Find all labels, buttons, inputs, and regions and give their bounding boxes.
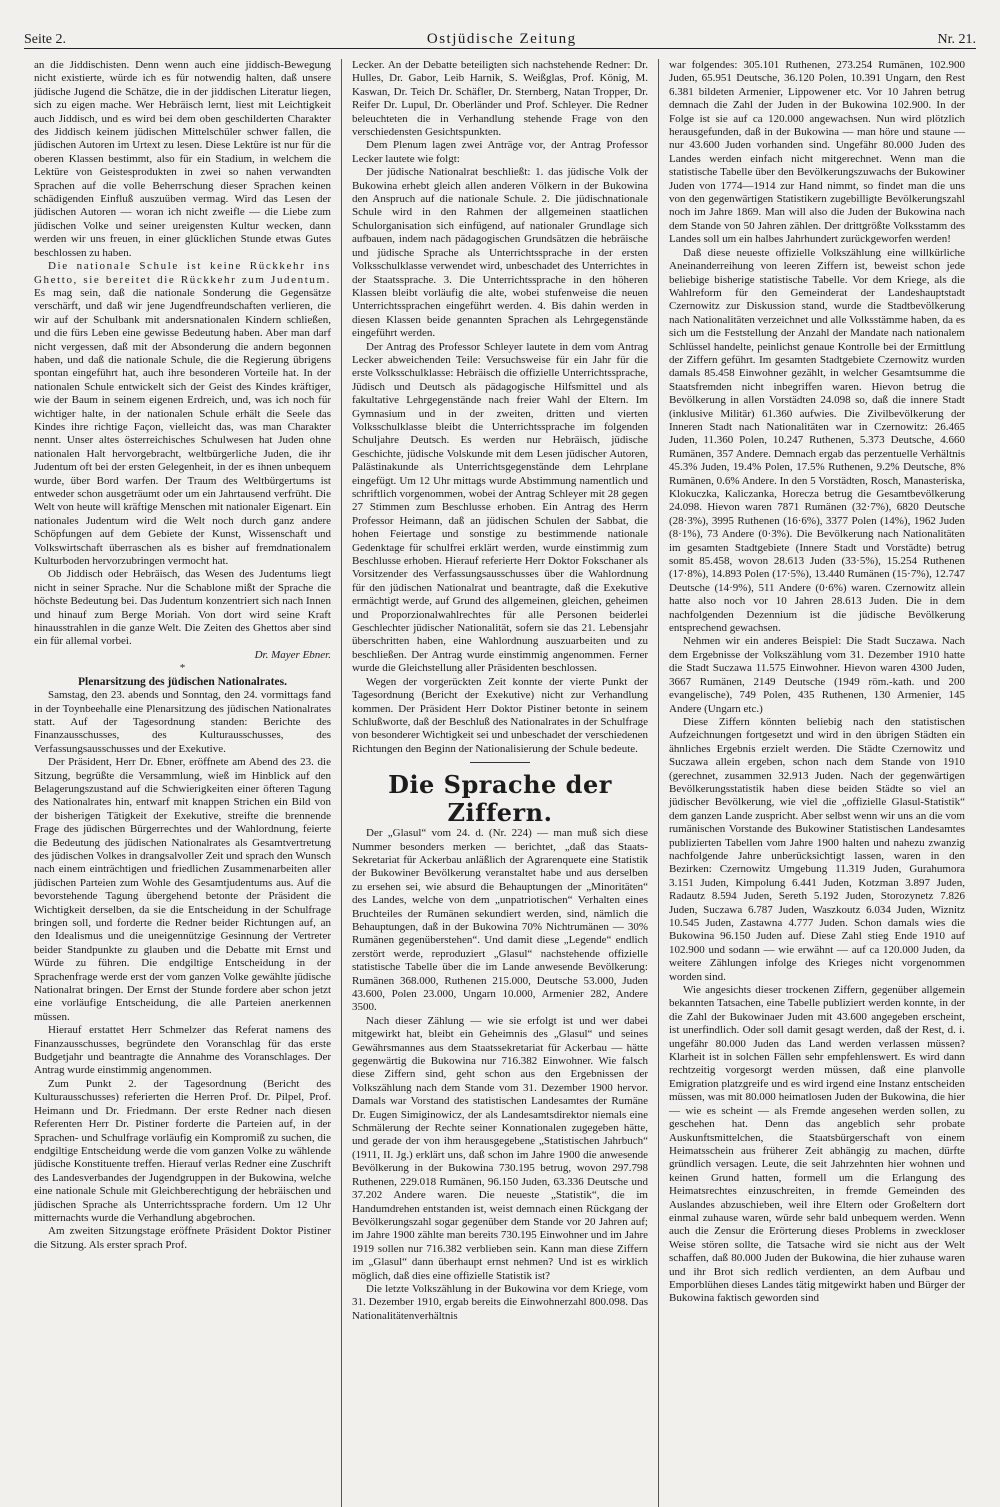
page-number: Seite 2.: [24, 32, 66, 47]
paragraph: Nach dieser Zählung — wie sie erfolgt ist und wer dabei mitgewirkt hat, bleibt ein Geheimnis des „Glasul“ und seines Gewährsmannes aus dem Staatssekretariat für Ackerbau — hätte gegenwärtig die Bukowina nur 716.382 Einwohner. Wie falsch diese Ziffern sind, geht schon aus den Ergebnissen der Volkszählung nach dem Stande vom 31. Dezember 1900 hervor. Damals war Vorstand des statistischen Landesamtes der Rumäne Dr. Eugen Simiginowicz, der als Landesamtsdirektor niemals eine Schmälerung der Rechte seiner Konnationalen zugegeben hätte, und gerade der von ihm herausgegebene „Statistischen Jahrbuch“ (1911, II. Jg.) erklärt uns, daß schon im Jahre 1900 die anwesende Bevölkerung in der Bukowina 730.195 betrug, wovon 297.798 Ruthenen, 229.018 Rumänen, 96.150 Juden, 63.336 Deutsche und 37.202 Andere waren. Die neueste „Statistik“, die im Handumdrehen entstanden ist, weist demnach einen Rückgang der Bevölkerungszahl sogar gegenüber dem Stande vor 20 Jahren auf; im Jahre 1900 zählte man bereits 730.195 Einwohner und im Jahre 1919 sollen nur 716.382 verblieben sein. Kann man diese Ziffern im „Glasul“ dann überhaupt ernst nehmen? Und ist es wirklich möglich, daß dies eine offizielle Statistik ist?: [352, 1014, 648, 1282]
columns: [24, 59, 976, 1507]
paragraph: Wegen der vorgerückten Zeit konnte der vierte Punkt der Tagesordnung (Bericht der Exekutive) nicht zur Verhandlung kommen. Der Präsident Herr Doktor Pistiner betonte in seinem Schlußworte, daß der Beschluß des Nationalrates in der Schulfrage von besonderer Wichtigkeit sei und unbeschadet der verschiedenen Richtungen den Beginn der Nationalisierung der Schule bedeute.: [352, 675, 648, 755]
paragraph: Diese Ziffern könnten beliebig nach den statistischen Aufzeichnungen fortgesetzt und wird in den übrigen Städten ein ähnliches Ergebnis erzielt werden. Die Städte Czernowitz und Suczawa allein ergeben, schon nach dem Stande von 1910 (gerechnet, zusammen 32.913 Juden. Nach der gegenwärtigen Bevölkerungsstatistik haben diese beiden Städte so viel an jüdischer Bevölkerung, wie viel die „offizielle Glasul-Statistik“ dem ganzen Lande zuspricht. Aber selbst wenn wir uns an die vom rumänischen Vorstande des Bukowiner Statistischen Landesamtes publizierten Tabellen vom Jahre 1900 halten und nahezu zwanzig nachfolgende Jahre unberücksichtigt lassen, waren in den Bezirken: Czernowitz Umgebung 11.319 Juden, Gurahumora 3.151 Juden, Kimpolung 6.441 Juden, Kotzman 3.897 Juden, Radautz 8.594 Juden, Sereth 5.192 Juden, Storozynetz 7.826 Juden, Suczawa 6.787 Juden, Waszkoutz 6.034 Juden, Wiznitz 10.545 Juden, Zastawna 4.777 Juden. Schon damals wies die Bukowina 96.150 Juden auf. Diese Zahl stieg Ende 1910 auf 102.900 und sodann — wie erwähnt — auf ca 120.000 Juden, da weitere Zählungen infolge des Krieges nicht vorgenommen worden sind.: [669, 715, 965, 983]
paragraph: Ob Jiddisch oder Hebräisch, das Wesen des Judentums liegt nicht in seiner Sprache. Nur die Schablone mißt der Sprache die höchste Bedeutung bei. Das Judentum konzentriert sich nach Innen und hinauf zum Berge Moriah. Von dort wird seine Kraft hinausstrahlen in die ganze Welt. Die Zeiten des Ghettos aber sind ein für allemal vorbei.: [34, 568, 331, 648]
paragraph: war folgendes: 305.101 Ruthenen, 273.254 Rumänen, 102.900 Juden, 65.951 Deutsche, 36.120 Polen, 10.391 Ungarn, den Rest 6.381 bildeten Armenier, Lippowener etc. Vor 10 Jahren betrug demnach die Zahl der Juden in der Bukowina 102.900. In der Folge ist sie auf ca 120.000 angewachsen. Nun wird plötzlich herausgefunden, daß in der Bukowina — man höre und staune — nur 43.600 Juden vorhanden sind. Ungefähr 80.000 Juden des Landes werden einfach nicht mitgerechnet. Wenn man die statistische Tabelle über den Bevölkerungszuwachs der Bukowiner Juden von 1774—1914 zur Hand nimmt, so findet man die uns von den gegenwärtigen Statistikern zugebilligte Bevölkerungszahl noch im Jahre 1869. Man will also die Juden der Bukowina nach dem Stande von 50 Jahren zählen. Der drittgrößte Volksstamm des Landes soll um ein halbes Jahrhundert zurückgeworfen werden!: [669, 59, 965, 246]
paragraph: Der jüdische Nationalrat beschließt: 1. das jüdische Volk der Bukowina erhebt gleich allen anderen Völkern in der Bukowina den Anspruch auf die nationale Schule. 2. Die jüdischnationale Schule wird in den Rahmen der allgemeinen staatlichen Schulorganisation sich einfügend, auf nationaler Grundlage sich aufbauen, indem nach pädagogischen Grundsätzen die hebräische und jüdische Sprache als Unterrichtssprache in der ersten Volksschulklasse verwendet wird, unbeschadet des Unterrichtes in der Staatssprache. 3. Die Unterrichtssprache in den höheren Klassen bleibt vorläufig die alte, wobei stufenweise die neuen Unterrichtssprachen eingeführt werden. 4. Bis dahin werden in diesen Klassen beide genannten Sprachen als Lehrgegenstände eingeführt werden.: [352, 166, 648, 340]
paragraph: Dem Plenum lagen zwei Anträge vor, der Antrag Professor Lecker lautete wie folgt:: [352, 139, 648, 165]
column-1: [24, 59, 341, 1507]
paragraph: Der „Glasul“ vom 24. d. (Nr. 224) — man muß sich diese Nummer besonders merken — berichtet, „daß das Staats-Sekretariat für Ackerbau anläßlich der Agrarenquete eine Statistik der Bukowiner Bevölkerung veranstaltet habe und aus derselben zu ersehen sei, wie absurd die Behauptungen der „Minoritäten“ des Landes, welche von dem „unpatriotischen“ Verhalten eines Bruchteiles der Rumänen sekundiert werden, sind, nämlich die Behauptungen, daß in der Bukowina 70% Nichtrumänen — 30% Rumänen gegenüberstehen“. Und damit diese „Legende“ endlich zerstört werde, reproduziert „Glasul“ nachstehende offizielle statistische Tabelle über die im Lande anwesende Bevölkerung: Rumänen 368.000, Ruthenen 215.000, Deutsche 53.000, Juden 43.600, Polen 23.000, Ungarn 10.000, Armenier 282, Andere 3500.: [352, 827, 648, 1014]
page-header: [24, 24, 976, 49]
paragraph: Wie angesichts dieser trockenen Ziffern, gegenüber allgemein bekannten Tatsachen, eine Tabelle publiziert werden konnte, in der die Zahl der Bukowinaer Juden mit 43.600 angegeben erscheint, ist unerfindlich. Oder soll damit gesagt werden, daß der Rest, d. i. ungefähr 80.000 Juden das Land werden verlassen müssen? Klarheit ist in solchen Fällen sehr empfehlenswert. Es wird dann rechtzeitig vorgesorgt werden müssen, daß eine planvolle Emigration platzgreife und es wird irgend eine Instanz entscheiden müssen, was mit 80.000 heimatlosen Juden der Bukowina, die hier — wie es scheint — als Fremde angesehen werden sollen, zu geschehen hat. Denn das angeblich sehr probate Auskunftsmittelchen, die Staatsbürgerschaft von einem Heimatsschein aus früherer Zeit abhängig zu machen, dürfte gründlich versagen. Leute, die seit Jahrzehnten hier wohnen und keinen Grund hatten, formell um die Erlangung des Heimatsrechtes einzuschreiten, in fremde Gemeinden des Auslandes abzuschieben, weil ihre Eltern oder Großeltern dort einmal zuhause waren, würde sehr bald unbequem werden. Wenn auch die Zensur die Erörterung dieses Problems in zweckloser Weise stören sollte, die Tatsache wird sie nicht aus der Welt schaffen, daß 80.000 Juden der Bukowina, die hier zuhause waren und ihr Brot sich redlich verdienten, an dem Aufbau und Emporblühen dieses Landes tätig mitgewirkt haben und Bürger der Bukowina faktisch geworden sind: [669, 984, 965, 1305]
paragraph: an die Jiddischisten. Denn wenn auch eine jiddisch-Bewegung nicht existierte, würde ich es für notwendig halten, daß unsere jüdische Jugend die Schätze, die in der jiddischen Literatur liegen, sich zu eigen mache. Wer Hebräisch lernt, liest mit Leichtigkeit auch Jiddisch, und es wird bei dem oben geschilderten Charakter des Jiddisch keinem jüdischen Mittelschüler schwer fallen, die jüdischen Autoren im Urtext zu lesen. Diese Lektüre ist nur für die oberen Klassen bestimmt, also für ein Stadium, in welchem die Lektüre von Geistesprodukten in zwei so nahen verwandten Sprachen auf die volle Beherrschung dieser Sprachen keinen schädigenden Einfluß auszuüben vermag. Wird das Lesen der jüdischen Autoren — woran ich nicht zweifle — die Liebe zum jüdischen Volke und seiner ureigensten Kultur wecken, dann werden wir uns freuen, in einer glücklichen Stunde etwas Gutes beschlossen zu haben.: [34, 59, 331, 259]
paragraph-text: Es mag sein, daß die nationale Sonderung die Gegensätze verschärft, und daß wir jene Jugendfreundschaften verlieren, die wir auf der Schulbank mit andersnationalen Kindern schließen, und die fürs Leben eine gewisse Bedeutung haben. Aber man darf nicht vergessen, daß mit der Absonderung die andern begonnen haben, und daß die nationale Schule, die die Regierung übrigens spontan eingeführt hat, auch ihre besonderen Vorteile hat. In der nationalen Schule entwickelt sich der Geist des Kindes kräftiger, wie der Baum in seinem eigenen Erdreich, und, was ich noch für wichtiger halte, in der nationalen Schule erhält die Seele das Kindes ihre richtige Façon, vielleicht das, was man Charakter nennt. Unser altes österreichisches Schulwesen hat Juden ohne nationalen Halt hervorgebracht, weltbürgerliche Juden, die ihr Judentum oft bei der ersten Gelegenheit, in der es ihnen unbequem wurde, über Bord warfen. Der Traum des Weltbürgertums ist entweder schon ausgeträumt oder um ein Jahrtausend verfrüht. Die Welt von heute will kräftige Menschen mit nationaler Eigenart. Ein nationales Judentum wird die Welt noch durch ganz andere Schöpfungen auf dem Gebiete der Kunst, Wissenschaft und Volkswirtschaft überraschen als es bisher auf fremdnationalem Kulturboden hervorzubringen vermocht hat.: [34, 286, 331, 568]
section-heading: Plenarsitzung des jüdischen Nationalrates.: [78, 675, 287, 688]
separator-star: *: [179, 662, 186, 675]
article-title: Die Sprache der Ziffern.: [388, 770, 612, 828]
paragraph: Die letzte Volkszählung in der Bukowina vor dem Kriege, vom 31. Dezember 1910, ergab bereits die Einwohnerzahl 800.098. Das Nationalitätenverhältnis: [352, 1282, 648, 1322]
paragraph: Der Präsident, Herr Dr. Ebner, eröffnete am Abend des 23. die Sitzung, begrüßte die Versammlung, wieß im Hinblick auf den Belagerungszustand auf die Schwierigkeiten einer öfteren Tagung des Nationalrates hin, entwarf mit knappen Strichen ein Bild von der bisherigen Tätigkeit der Exekutive, streifte die brennende Frage des jüdischen Bürgerrechtes und der Wahlordnung, feierte die Bedeutung des jüdischen Nationalrates als Gesamtvertretung des jüdischen Volkes in drangsalvoller Zeit und sprach den Wunsch nach einem einträchtigen und friedlichen Zusammenarbeiten aller jüdischen Parteien zum Wohle des Gesamtjudentums aus. Auf die bevorstehende Tagung übergehend betonte der Präsident die Wichtigkeit derselben, da sie die Entscheidung in der Schulfrage bringen soll, und forderte die Redner beider Richtungen auf, an den Idealismus und die uneigennützige Gesinnung der Vertreter beider Standpunkte zu glauben und die Debatte mit Ernst und Würde zu führen. Die endgiltige Entscheidung in der Sprachenfrage werde erst der vom ganzen Volke gewählte jüdische Nationalrat bringen. Der Ernst der Stunde fordere aber schon jetzt eine vorläufige Entscheidung, die alle Parteien anerkennen müssen.: [34, 756, 331, 1023]
paragraph: Lecker. An der Debatte beteiligten sich nachstehende Redner: Dr. Hulles, Dr. Gabor, Leib Harnik, S. Weißglas, Prof. König, M. Kaswan, Dr. Teich Dr. Schäfler, Dr. Sternberg, Natan Tropper, Dr. Reifer Dr. Lupul, Dr. Oberländer und Prof. Schleyer. Die Redner beleuchteten die in Verhandlung stehende Frage von den verschiedensten Gesichtspunkten.: [352, 59, 648, 139]
divider: [470, 762, 530, 763]
paragraph: Daß diese neueste offizielle Volkszählung eine willkürliche Aneinanderreihung von leeren Ziffern ist, beweist schon jede beliebige bisherige statistische Tabelle. Vor dem Kriege, als die Wahlreform für den Gemeinderat der Landeshauptstadt Czernowitz zur Diskussion stand, wurde die Stadtbevölkerung nach Nationalitäten verzeichnet und alle Volksstämme haben, da es sich um die Feststellung der Anzahl der Mandate nach nationalem Schlüssel handelte, peinlichst genaue Kontrolle bei der Ermittlung der Ziffern geführt. Im gesamten Stadtgebiete Czernowitz wurden damals 85.458 Einwohner gezählt, in welcher Gesamtsumme die Staatsfremden nicht inbegriffen waren. Hievon betrug die Bevölkerung in allen Vorstädten 24.098 so, daß die innere Stadt (inklusive Militär) 61.360 aufwies. Die Zivilbevölkerung der Inneren Stadt nach Nationalitäten war in Czernowitz: 26.465 Juden, 11.360 Polen, 10.247 Ruthenen, 5.373 Deutsche, 4.660 Rumänen, 357 Andere. Demnach ergab das perzentuelle Verhältnis 45.3% Juden, 19.4% Polen, 17.5% Ruthenen, 9.2% Deutsche, 8% Rumänen, 0.6% Andere. In den 5 Vorstädten, Rosch, Manasteriska, Klokuczka, Kaliczanka, Horecza betrug die Gesamtbevölkerung 24.098. Hievon waren 7871 Rumänen (32·7%), 6820 Deutsche (28·3%), 3995 Ruthenen (16·6%), 3377 Polen (14%), 1962 Juden (8·1%), 73 Andere (0·3%). Die Bevölkerung nach Nationalitäten im gesamten Stadtgebiete (Innere Stadt und Vorstädte) betrug somit 85.458, wovon 28.613 Juden (33·5%), 15.254 Ruthenen (17·8%), 14.893 Polen (17·5%), 13.440 Rumänen (15·7%), 12.747 Deutsche (14·9%), 511 Andere (0·6%) waren. Czernowitz allein hatte also noch vor 10 Jahren 28.613 Juden. Die in dem nachfolgenden Dezennium ist die jüdische Bevölkerung entsprechend gewachsen.: [669, 246, 965, 635]
paragraph: Samstag, den 23. abends und Sonntag, den 24. vormittags fand in der Toynbeehalle eine Plenarsitzung des jüdischen Nationalrates statt. Auf der Tagesordnung standen: Berichte des Finanzausschusses, des Kulturausschusses, des Verfassungsausschusses und der Exekutive.: [34, 689, 331, 755]
column-2: [341, 59, 658, 1507]
emphasis-text: Die nationale Schule ist keine Rückkehr ins Ghetto, sie bereitet die Rückkehr zum Judentum.: [34, 260, 331, 286]
paragraph: Nehmen wir ein anderes Beispiel: Die Stadt Suczawa. Nach dem Ergebnisse der Volkszählung vom 31. Dezember 1910 hatte die Stadt Suczawa 11.575 Einwohner. Hievon waren 4300 Juden, 3667 Rumänen, 2149 Deutsche (1949 röm.-kath. und 200 evangelische), 749 Polen, 435 Ruthenen, 130 Armenier, 145 Andere (Ungarn etc.): [669, 635, 965, 715]
column-3: [658, 59, 975, 1507]
paragraph: Am zweiten Sitzungstage eröffnete Präsident Doktor Pistiner die Sitzung. Als erster sprach Prof.: [34, 1225, 331, 1251]
paragraph: Der Antrag des Professor Schleyer lautete in dem vom Antrag Lecker abweichenden Teile: Versuchsweise für ein Jahr für die erste Volksschulklasse: Hebräisch die offizielle Unterrichtssprache, Jüdisch und Deutsch als pädagogische Hilfsmittel und als fakultative Lehrgegenstände nach freier Wahl der Eltern. Im Gymnasium und in der zweiten, dritten und vierten Volksschulklasse bleibt die Unterrichtssprache im folgenden Schuljahre Deutsch. Es werden nur Hebräisch, jüdische Geschichte, jüdische Volskunde mit dem Lesen jüdischer Autoren, Palästinakunde als Unterrichtsgegenstände dem Lehrplane eingefügt. Um 12 Uhr mittags wurde Abstimmung namentlich und schriftlich vorgenommen, wobei der Antrag Schleyer mit 28 gegen 27 Stimmen zum Beschlusse erhoben. Ein Antrag des Herrn Professor Heimann, daß an jüdischen Schulen der Sabbat, die hohen Feiertage und sonstige zu bestimmende nationale Gedenktage für schulfrei erklärt werden, wurde einstimmig zum Beschlusse erhoben. Hierauf referierte Herr Doktor Fokschaner als Vorsitzender des Verfassungsausschusses über die Wahlordnung für den jüdischen Nationalrat und beantragte, daß die Exekutive ermächtigt werde, auf Grund des allgemeinen, gleichen, geheimen und Proporzionalwahlrechtes für alle Personen beiderlei Geschlechter jüdischer Nationalität, sofern sie das 21. Lebensjahr überschritten haben, eine Wahlordnung auszuarbeiten und zu beschließen. Der Antrag wurde einstimmig angenommen. Ferner wurde die Gleichstellung aller Präsidenten beschlossen.: [352, 340, 648, 675]
paragraph: Zum Punkt 2. der Tagesordnung (Bericht des Kulturausschusses) referierten die Herren Prof. Dr. Pilpel, Prof. Heimann und Dr. Friedmann. Der erste Redner nach diesen Referenten Herr Dr. Pistiner forderte die Parteien auf, in der Sprachen- und Schulfrage vorläufig ein Kompromiß zu suchen, die endgiltige Entscheidung werde die vom ganzen Volke zu wählende jüdische Konstituente treffen. Hierauf verlas Redner eine Zuschrift des Landesverbandes der Jugendgruppen in der Bukowina, welche eine nationale Schule mit Gleichberechtigung der hebräischen und jüdischen Sprache als Unterrichtssprache fordern. Um 12 Uhr mitternachts wurde die Verhandlung abgebrochen.: [34, 1077, 331, 1224]
newspaper-title: Ostjüdische Zeitung: [426, 31, 577, 47]
paragraph: [34, 260, 331, 568]
issue-number: Nr. 21.: [937, 32, 976, 47]
author-signature: Dr. Mayer Ebner.: [254, 648, 331, 661]
paragraph: Hierauf erstattet Herr Schmelzer das Referat namens des Finanzausschusses, begründete den Voranschlag für das erste Budgetjahr und beantragte die Annahme des Voranschlages. Der Antrag wurde einstimmig angenommen.: [34, 1024, 331, 1077]
